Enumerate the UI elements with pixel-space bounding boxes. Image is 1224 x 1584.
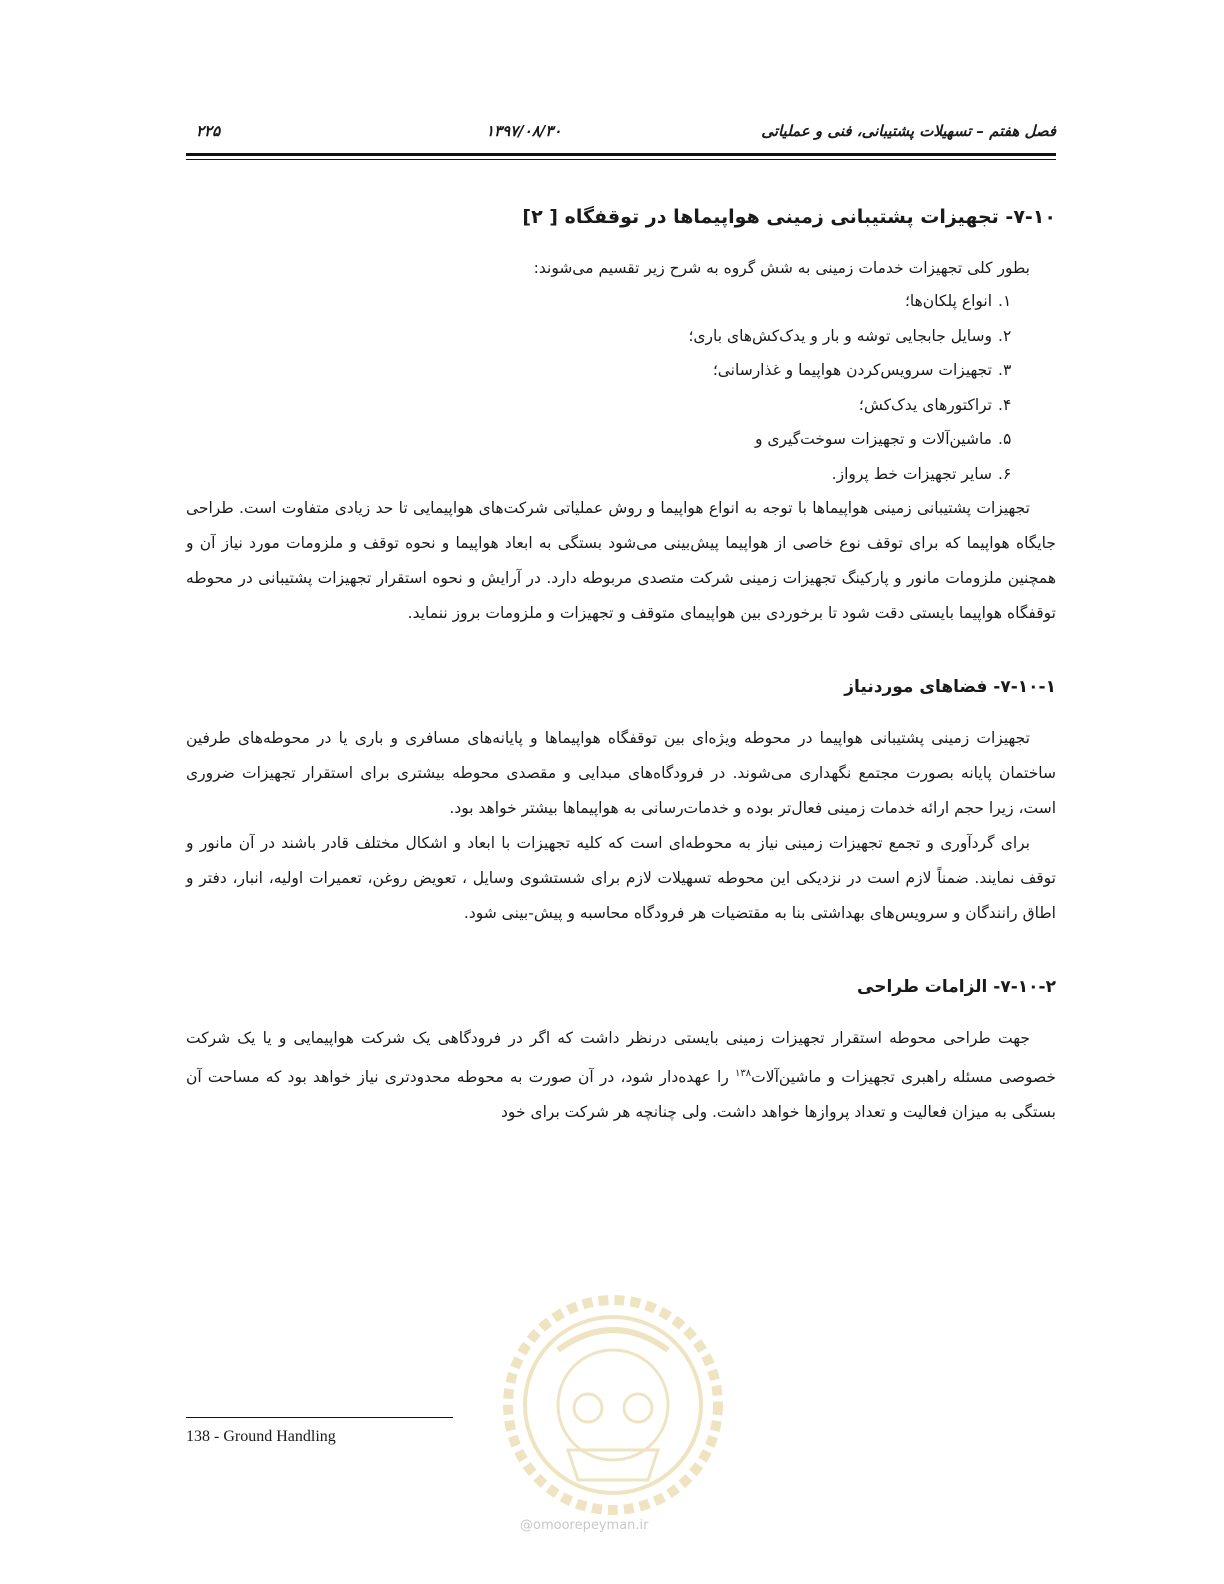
footnote-rule xyxy=(186,1417,453,1418)
footnote: 138 - Ground Handling xyxy=(186,1428,336,1445)
subsection1-paragraph-2: برای گردآوری و تجمع تجهیزات زمینی نیاز به محوطه‌ای است که کلیه تجهیزات با ابعاد و اشکال مختلف قادر باشند در آن مانور و توقف نمایند. ضمناً لازم است در نزدیکی این محوطه تسهیلات لازم برای شستشوی وسایل ، تعویض روغن، تعمیرات اولیه، انبار، دفتر و اطاق رانندگان و سرویس‌های بهداشتی بنا به مقتضیات هر فرودگاه محاسبه و پیش-بینی شود. xyxy=(186,834,1056,922)
list-item xyxy=(186,319,1056,354)
list-text: تراکتورهای یدک‌کش؛ xyxy=(858,395,992,414)
list-text: تجهیزات سرویس‌کردن هواپیما و غذارسانی؛ xyxy=(712,361,992,379)
list-text: ماشین‌آلات و تجهیزات سوخت‌گیری و xyxy=(754,430,992,448)
list-number: ۶. xyxy=(998,464,1012,483)
list-item xyxy=(186,388,1056,423)
list-number: ۲. xyxy=(998,326,1012,345)
page-body xyxy=(186,200,1056,1130)
watermark-url: @omoorepeyman.ir xyxy=(520,1518,649,1533)
spacer xyxy=(186,931,1056,971)
section-intro: بطور کلی تجهیزات خدمات زمینی به شش گروه به شرح زیر تقسیم می‌شوند: xyxy=(533,259,1030,277)
spacer xyxy=(186,631,1056,671)
list-text: انواع پلکان‌ها؛ xyxy=(904,292,992,310)
section-heading: ۷-۱۰- تجهیزات پشتیبانی زمینی هواپیماها در توقفگاه [ ۲] xyxy=(522,206,1056,228)
watermark-seal-icon xyxy=(498,1290,728,1520)
paragraph-text: را عهده‌دار شود، در آن صورت به محوطه محدودتری نیاز خواهد بود که مساحت آن بستگی به میزان فعالیت و تعداد پروازها خواهد داشت. ولی چنانچه هر شرکت برای خود xyxy=(186,1068,1056,1122)
list-text: سایر تجهیزات خط پرواز. xyxy=(831,464,992,483)
subsection1-paragraph-1: تجهیزات زمینی پشتیبانی هواپیما در محوطه ویژه‌ای بین توقفگاه هواپیماها و پایانه‌های مسافری و باری یا در محوطه‌های طرفین ساختمان پایانه بصورت مجتمع نگهداری می‌شوند. در فرودگاه‌های مبدایی و مقصدی محوطه بیشتری برای استقرار تجهیزات ضروری است، زیرا حجم ارائه خدمات زمینی فعال‌تر بوده و خدمات‌رسانی به هواپیماها بیشتر خواهد بود. xyxy=(186,729,1056,817)
header-rule-thick xyxy=(186,153,1056,156)
page-number: ۲۲۵ xyxy=(196,122,221,140)
paragraph-text: جهت طراحی محوطه استقرار تجهیزات زمینی بایستی درنظر داشت که اگر در فرودگاهی یک شرکت هواپیمایی و یا یک شرکت خصوصی مسئله راهبری تجهیزات و ماشین‌آلات xyxy=(186,1029,1057,1087)
list-item xyxy=(186,353,1056,388)
list-text: وسایل جابجایی توشه و بار و یدک‌کش‌های باری؛ xyxy=(688,326,992,345)
list-number: ۵. xyxy=(998,430,1012,448)
list-item xyxy=(186,457,1056,492)
page-header xyxy=(186,118,1056,146)
list-item xyxy=(186,284,1056,319)
list-number: ۳. xyxy=(998,361,1012,379)
list-number: ۴. xyxy=(998,395,1012,414)
header-date: ۱۳۹۷/۰۸/۳۰ xyxy=(486,122,562,140)
section-paragraph: تجهیزات پشتیبانی زمینی هواپیماها با توجه به انواع هواپیما و روش عملیاتی شرکت‌های هواپیمایی تا حد زیادی متفاوت است. طراحی جایگاه هواپیما که برای توقف نوع خاصی از هواپیما پیش‌بینی می‌شود بستگی به ابعاد هواپیما و نحوه توقف و ملزومات مورد نیاز آن و همچنین ملزومات مانور و پارکینگ تجهیزات زمینی شرکت متصدی مربوطه دارد. در آرایش و نحوه استقرار تجهیزات پشتیبانی در محوطه توقفگاه هواپیما بایستی دقت شود تا برخوردی بین هواپیمای متوقف و تجهیزات و ملزومات بروز ننماید. xyxy=(186,499,1056,622)
equipment-list xyxy=(186,284,1056,491)
list-number: ۱. xyxy=(998,292,1012,310)
subsection2-paragraph xyxy=(186,1021,1056,1130)
header-rule-thin xyxy=(186,159,1056,160)
subsection-heading-2: ۷-۱۰-۲- الزامات طراحی xyxy=(857,977,1056,997)
chapter-title: فصل هفتم – تسهیلات پشتیبانی، فنی و عملیاتی xyxy=(761,122,1056,140)
list-item xyxy=(186,422,1056,457)
subsection-heading-1: ۷-۱۰-۱- فضاهای موردنیاز xyxy=(844,677,1056,697)
footnote-reference[interactable]: ۱۳۸ xyxy=(735,1068,752,1079)
